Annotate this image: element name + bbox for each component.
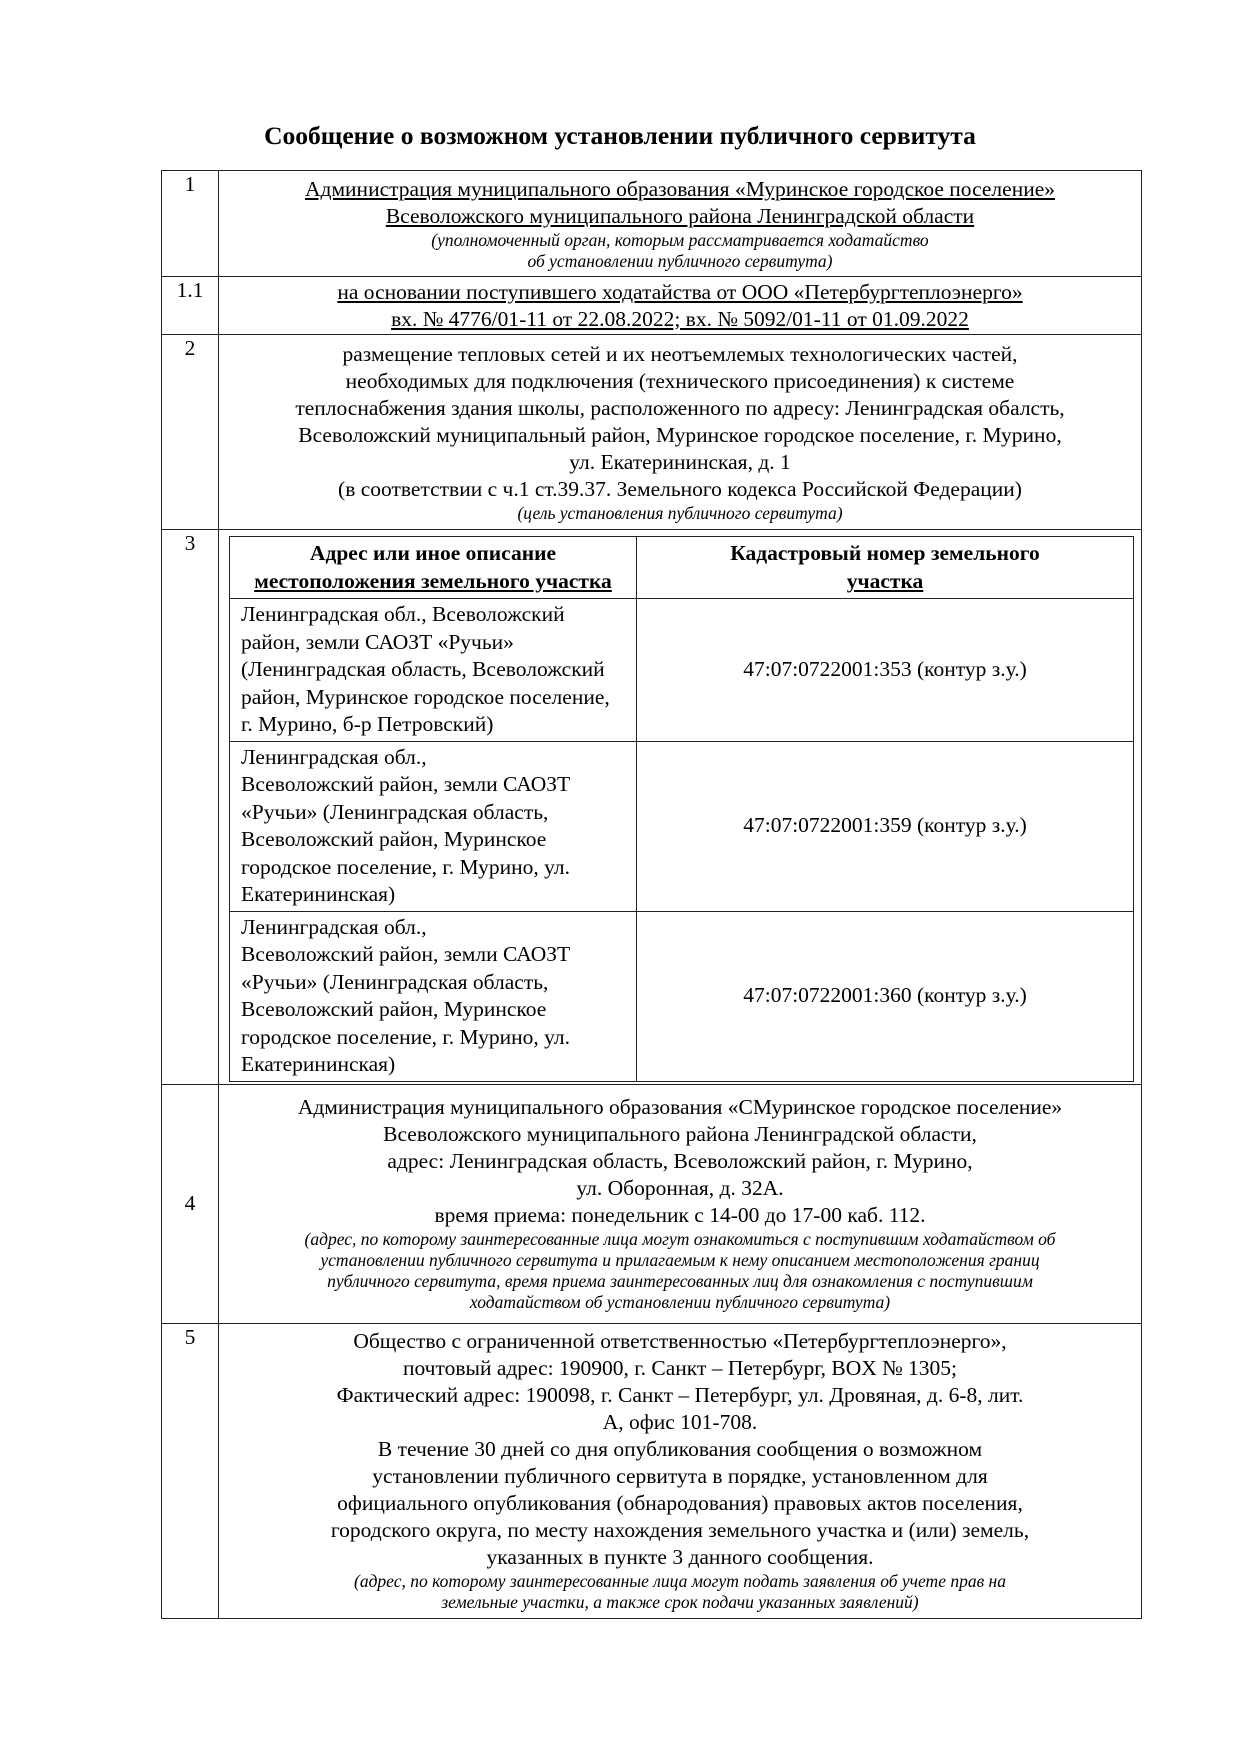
plot-address: Ленинградская обл., Всеволожский район, земли САОЗТ «Ручьи» (Ленинградская область, Всеволожский район, Муринское городское поселение, г. Мурино, ул. Екатерининская)	[230, 911, 637, 1081]
purpose-line: Всеволожский муниципальный район, Муринское городское поселение, г. Мурино,	[298, 422, 1062, 447]
table-row	[162, 1323, 1142, 1618]
land-plots-header	[230, 537, 1134, 599]
review-note: (адрес, по которому заинтересованные лица могут ознакомиться с поступившим ходатайством об	[304, 1229, 1056, 1249]
table-row	[162, 1084, 1142, 1323]
authority-name: Администрация муниципального образования «Муринское городское поселение»	[304, 176, 1056, 201]
land-plots-cell	[219, 530, 1142, 1085]
applications-line: указанных в пункте 3 данного сообщения.	[486, 1545, 874, 1569]
cadastral-header: Кадастровый номер земельного участка	[637, 537, 1134, 599]
purpose-line: размещение тепловых сетей и их неотъемлемых технологических частей,	[342, 341, 1018, 366]
review-line: Администрация муниципального образования «СМуринское городское поселение»	[297, 1095, 1063, 1119]
plot-cadastral-number: 47:07:0722001:360 (контур з.у.)	[637, 911, 1134, 1081]
review-line: Всеволожского муниципального района Ленинградской области,	[383, 1122, 977, 1146]
plot-address: Ленинградская обл., Всеволожский район, земли САОЗТ «Ручьи» (Ленинградская область, Всеволожский район, Муринское городское поселение, г. Мурино, ул. Екатерининская)	[230, 741, 637, 911]
petition-cell	[219, 277, 1142, 335]
applications-line: почтовый адрес: 190900, г. Санкт – Петербург, BOX № 1305;	[402, 1356, 958, 1380]
purpose-line: теплоснабжения здания школы, расположенного по адресу: Ленинградская обалсть,	[295, 395, 1065, 420]
address-header: Адрес или иное описание местоположения земельного участка	[230, 537, 637, 599]
authority-note: об установлении публичного сервитута)	[527, 250, 833, 271]
land-plot-row	[230, 741, 1134, 911]
purpose-note: (цель установления публичного сервитута)	[517, 502, 843, 523]
plot-address: Ленинградская обл., Всеволожский район, земли САОЗТ «Ручьи» (Ленинградская область, Всеволожский район, Муринское городское поселение, г. Мурино, б-р Петровский)	[230, 599, 637, 742]
review-line: адрес: Ленинградская область, Всеволожский район, г. Мурино,	[387, 1149, 973, 1173]
table-row	[162, 335, 1142, 530]
plot-cadastral-number: 47:07:0722001:359 (контур з.у.)	[637, 741, 1134, 911]
authority-cell	[219, 171, 1142, 277]
purpose-line: необходимых для подключения (технического присоединения) к системе	[345, 368, 1015, 393]
applications-line: А, офис 101-708.	[602, 1410, 758, 1434]
applications-line: установлении публичного сервитута в порядке, установленном для	[372, 1464, 988, 1488]
review-line: ул. Оборонная, д. 32А.	[576, 1176, 784, 1200]
purpose-line: (в соответствии с ч.1 ст.39.37. Земельного кодекса Российской Федерации)	[338, 476, 1022, 501]
review-note: установлении публичного сервитута и прилагаемым к нему описанием местоположения границ	[320, 1250, 1040, 1270]
row-number: 1	[162, 171, 219, 277]
applications-line: Общество с ограниченной ответственностью «Петербургтеплоэнерго»,	[353, 1329, 1007, 1353]
authority-note: (уполномоченный орган, которым рассматривается ходатайство	[431, 229, 929, 250]
applications-line: городского округа, по месту нахождения земельного участка и (или) земель,	[330, 1518, 1030, 1542]
purpose-cell	[219, 335, 1142, 530]
applications-line: В течение 30 дней со дня опубликования сообщения о возможном	[377, 1437, 983, 1461]
land-plot-row	[230, 911, 1134, 1081]
review-address-cell	[219, 1084, 1142, 1323]
review-note: ходатайством об установлении публичного сервитута)	[469, 1292, 891, 1312]
petition-source: на основании поступившего ходатайства от ООО «Петербургтеплоэнерго»	[337, 279, 1023, 304]
authority-district: Всеволожского муниципального района Ленинградской области	[385, 203, 975, 228]
review-note: публичного сервитута, время приема заинтересованных лиц для ознакомления с поступившим	[327, 1271, 1033, 1291]
row-number: 2	[162, 335, 219, 530]
row-number: 1.1	[162, 277, 219, 335]
land-plot-row	[230, 599, 1134, 742]
row-number: 4	[162, 1084, 219, 1323]
petition-numbers: вх. № 4776/01-11 от 22.08.2022; вх. № 5092/01-11 от 01.09.2022	[391, 306, 969, 331]
applications-line: официального опубликования (обнародования) правовых актов поселения,	[337, 1491, 1023, 1515]
plot-cadastral-number: 47:07:0722001:353 (контур з.у.)	[637, 599, 1134, 742]
applications-note: земельные участки, а также срок подачи указанных заявлений)	[441, 1592, 919, 1612]
table-row	[162, 171, 1142, 277]
row-number: 3	[162, 530, 219, 1085]
applications-note: (адрес, по которому заинтересованные лица могут подать заявления об учете прав на	[354, 1571, 1006, 1591]
row-number: 5	[162, 1323, 219, 1618]
review-line: время приема: понедельник с 14-00 до 17-00 каб. 112.	[434, 1203, 926, 1227]
notice-table	[161, 170, 1142, 1619]
page-title: Сообщение о возможном установлении публичного сервитута	[264, 121, 976, 150]
applications-line: Фактический адрес: 190098, г. Санкт – Петербург, ул. Дровяная, д. 6-8, лит.	[336, 1383, 1024, 1407]
applications-cell	[219, 1323, 1142, 1618]
purpose-line: ул. Екатерининская, д. 1	[569, 449, 791, 474]
land-plots-table	[229, 536, 1134, 1082]
table-row	[162, 530, 1142, 1085]
table-row	[162, 277, 1142, 335]
